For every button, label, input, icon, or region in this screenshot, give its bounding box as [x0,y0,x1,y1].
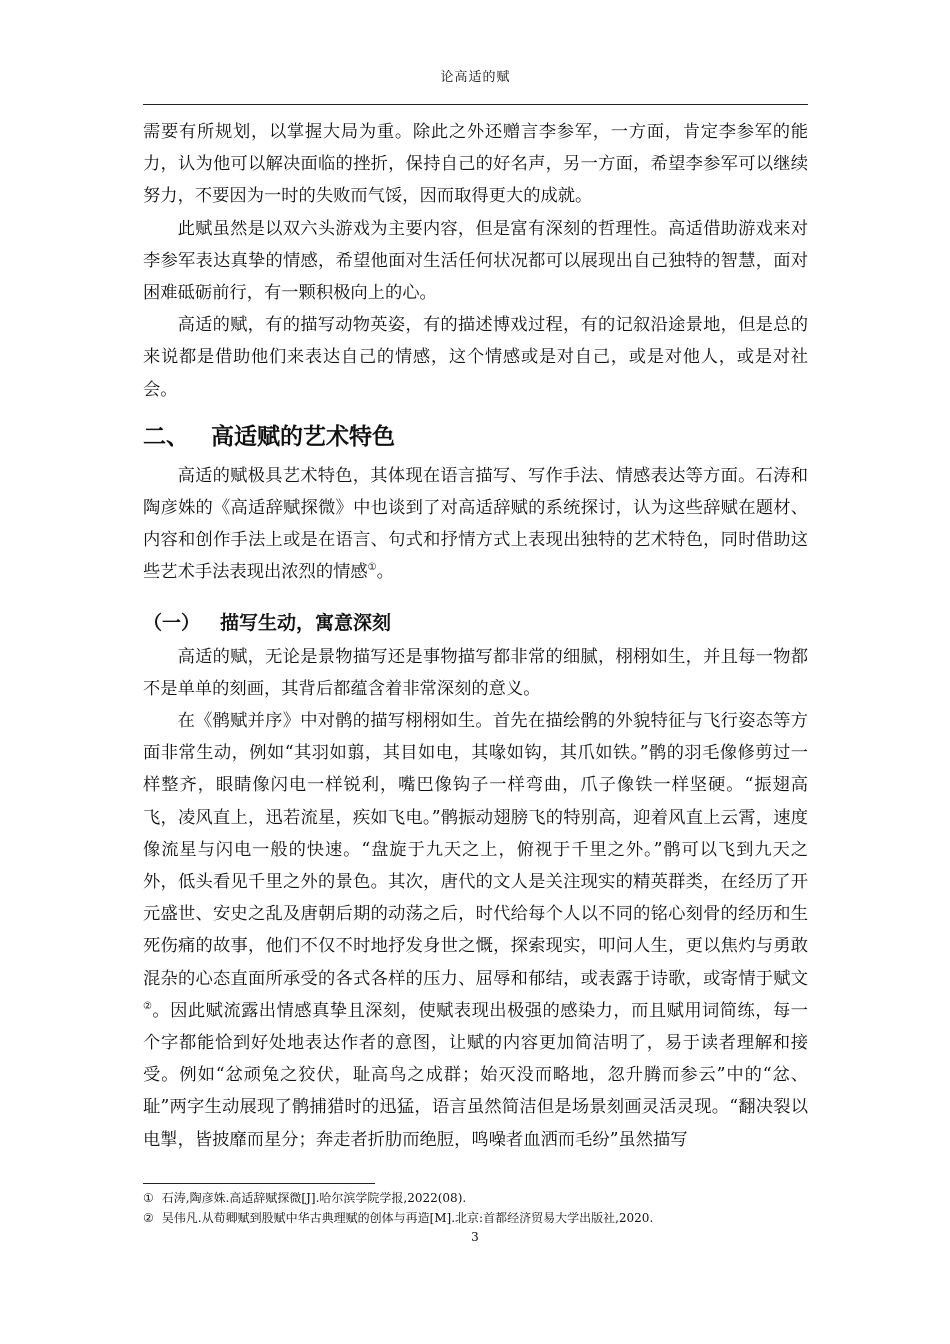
footnote-ref-1: ① [367,562,377,574]
footnote-2 [143,1208,843,1228]
footnote-ref-2: ② [143,1001,153,1013]
footnote-mark: ② [143,1211,154,1225]
subsection-heading [143,607,808,639]
footnotes [143,1188,843,1228]
paragraph-4-text: 高适的赋极具艺术特色，其体现在语言描写、写作手法、情感表达等方面。石涛和陶彦姝的《高适辞赋探微》中也谈到了对高适辞赋的系统探讨，认为这些辞赋在题材、内容和创作手法上或是在语言、句式和抒情方式上表现出独特的艺术特色，同时借助这些艺术手法表现出浓烈的情感 [143,465,808,583]
section-heading [143,420,808,454]
paragraph-6-text-b: 。因此赋流露出情感真挚且深刻，使赋表现出极强的感染力，而且赋用词简练，每一个字都能恰到好处地表达作者的意图，让赋的内容更加简洁明了，易于读者理解和接受。例如“忿顽兔之狡伏，耻高鸟之成群；始灭没而略地，忽升腾而参云”中的“忿、耻”两字生动展现了鹘捕猎时的迅猛，语言虽然简洁但是场景刻画灵活灵现。“翻决裂以电掣，皆披靡而星分；奔走者折肋而绝脰，鸣噪者血洒而毛纷”虽然描写 [143,1000,808,1150]
paragraph-6 [143,705,808,1156]
section-number: 二、 [143,423,189,450]
footnote-rule [143,1183,375,1184]
running-header: 论高适的赋 [440,70,511,85]
subsection-title: 描写生动，寓意深刻 [220,611,392,634]
subsection-number: （一） [143,611,201,634]
paragraph-5: 高适的赋，无论是景物描写还是事物描写都非常的细腻，栩栩如生，并且每一物都不是单单的刻画，其背后都蕴含着非常深刻的意义。 [143,646,808,699]
paragraph-4 [143,460,808,589]
header-rule [143,104,808,105]
body-text [143,116,808,1156]
paragraph-6-text-a: 在《鹘赋并序》中对鹘的描写栩栩如生。首先在描绘鹘的外貌特征与飞行姿态等方面非常生动，例如“其羽如翦，其目如电，其喙如钩，其爪如铁。”鹘的羽毛像修剪过一样整齐，眼睛像闪电一样锐利，嘴巴像钩子一样弯曲，爪子像铁一样坚硬。“振翅高飞，凌风直上，迅若流星，疾如飞电。”鹘振动翅膀飞的特别高，迎着风直上云霄，速度像流星与闪电一般的快速。“盘旋于九天之上，俯视于千里之外。”鹘可以飞到九天之外，低头看见千里之外的景色。其次，唐代的文人是关注现实的精英群类，在经历了开元盛世、安史之乱及唐朝后期的动荡之后，时代给每个人以不同的铭心刻骨的经历和生死伤痛的故事，他们不仅不时地抒发身世之慨，探索现实，叩问人生，更以焦灼与勇敢混杂的心态直面所承受的各式各样的压力、屈辱和郁结，或表露于诗歌，或寄情于赋文 [143,711,808,989]
footnote-1 [143,1188,843,1208]
paragraph-2: 此赋虽然是以双六头游戏为主要内容，但是富有深刻的哲理性。高适借助游戏来对李参军表达真挚的情感，希望他面对生活任何状况都可以展现出自己独特的智慧，面对困难砥砺前行，有一颗积极向上的心。 [143,218,808,304]
paragraph-1: 需要有所规划，以掌握大局为重。除此之外还赠言李参军，一方面，肯定李参军的能力，认为他可以解决面临的挫折，保持自己的好名声，另一方面，希望李参军可以继续努力，不要因为一时的失败而气馁，因而取得更大的成就。 [143,122,808,207]
paragraph-3: 高适的赋，有的描写动物英姿，有的描述博戏过程，有的记叙沿途景地，但是总的来说都是借助他们来表达自己的情感，这个情感或是对自己，或是对他人，或是对社会。 [143,315,808,400]
footnote-text: 吴伟凡.从荀卿赋到股赋中华古典理赋的创体与再造[M].北京:首都经济贸易大学出版社,2020. [161,1211,654,1225]
page-number: 3 [471,1230,479,1244]
footnote-mark: ① [143,1191,154,1205]
section-title: 高适赋的艺术特色 [211,423,395,450]
paragraph-4-end: 。 [376,562,394,583]
footnote-text: 石涛,陶彦姝.高适辞赋探微[J].哈尔滨学院学报,2022(08). [161,1191,467,1205]
